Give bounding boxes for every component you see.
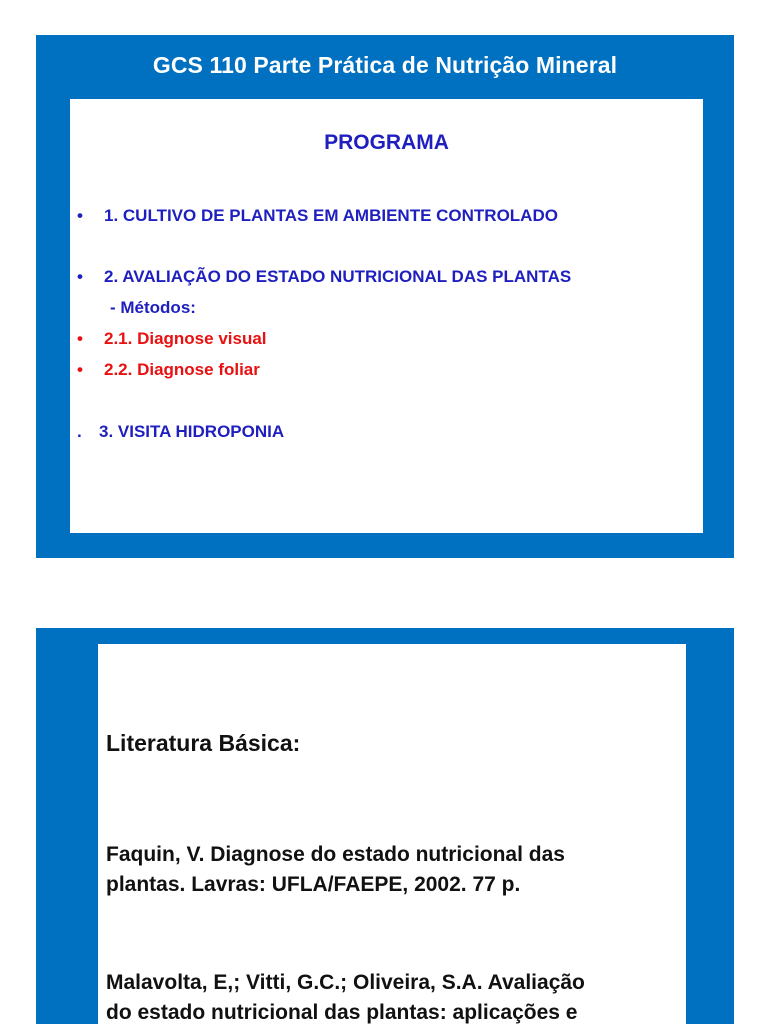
reference-malavolta — [106, 968, 676, 1024]
program-item-text: - Métodos: — [110, 298, 196, 317]
reference-line: Faquin, V. Diagnose do estado nutricional das — [106, 843, 565, 866]
program-item-text: 2.2. Diagnose foliar — [104, 360, 260, 379]
slide-programa — [36, 35, 734, 558]
slide-title: GCS 110 Parte Prática de Nutrição Mineral — [152, 52, 618, 78]
reference-line: Malavolta, E,; Vitti, G.C.; Oliveira, S.A. Avaliação — [106, 971, 585, 994]
bullet-icon: • — [77, 360, 83, 379]
slide-content-panel — [98, 644, 686, 1024]
reference-line: plantas. Lavras: UFLA/FAEPE, 2002. 77 p. — [106, 873, 521, 896]
bullet-icon: . — [77, 422, 82, 441]
bullet-icon: • — [77, 206, 83, 225]
reference-faquin — [106, 840, 676, 900]
program-item-text: 1. CULTIVO DE PLANTAS EM AMBIENTE CONTROLADO — [104, 206, 558, 225]
literatura-heading: Literatura Básica: — [106, 730, 301, 756]
programa-heading: PROGRAMA — [324, 131, 449, 154]
slide-literatura — [36, 628, 734, 1024]
bullet-icon: • — [77, 329, 83, 348]
reference-line: do estado nutricional das plantas: aplicações e — [106, 1001, 578, 1024]
program-item-text: 2. AVALIAÇÃO DO ESTADO NUTRICIONAL DAS PLANTAS — [104, 267, 572, 286]
bullet-icon: • — [77, 267, 83, 286]
program-item-text: 2.1. Diagnose visual — [104, 329, 267, 348]
slide-content-panel — [70, 99, 703, 533]
program-item-text: 3. VISITA HIDROPONIA — [99, 422, 285, 441]
